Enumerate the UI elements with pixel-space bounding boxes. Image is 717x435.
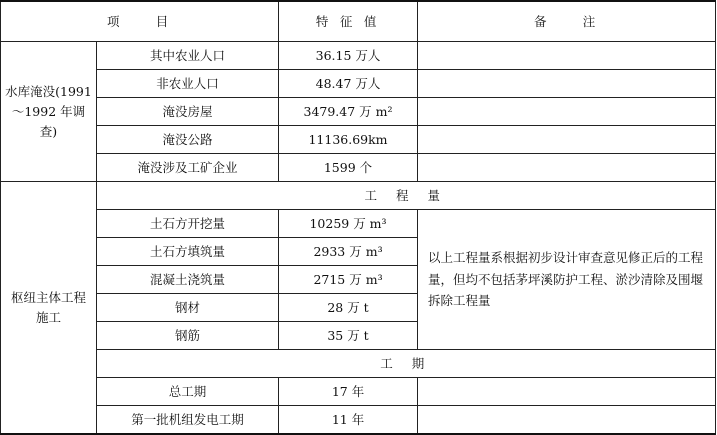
table-row <box>1 154 716 182</box>
header-note: 备 注 <box>418 1 716 42</box>
row-item: 其中农业人口 <box>97 42 279 70</box>
row-item: 总工期 <box>97 378 279 406</box>
row-item: 混凝土浇筑量 <box>97 266 279 294</box>
section-heading-schedule: 工 期 <box>97 350 716 378</box>
table-row <box>1 42 716 70</box>
row-item: 第一批机组发电工期 <box>97 406 279 435</box>
section-row-schedule <box>1 350 716 378</box>
table-row <box>1 126 716 154</box>
row-item: 淹没公路 <box>97 126 279 154</box>
table-row <box>1 406 716 435</box>
section-heading-quantities: 工 程 量 <box>97 182 716 210</box>
row-value: 1599 个 <box>279 154 418 182</box>
table-row <box>1 378 716 406</box>
row-value: 2933 万 m³ <box>279 238 418 266</box>
row-value: 3479.47 万 m² <box>279 98 418 126</box>
header-value: 特 征 值 <box>279 1 418 42</box>
row-item: 土石方开挖量 <box>97 210 279 238</box>
row-note <box>418 154 716 182</box>
row-item: 淹没涉及工矿企业 <box>97 154 279 182</box>
header-row <box>1 1 716 42</box>
table-row <box>1 210 716 238</box>
header-item: 项 目 <box>1 1 279 42</box>
group-label-inundation: 水库淹没(1991～1992 年调查) <box>1 42 97 182</box>
row-note <box>418 98 716 126</box>
row-value: 28 万 t <box>279 294 418 322</box>
row-value: 10259 万 m³ <box>279 210 418 238</box>
row-item: 土石方填筑量 <box>97 238 279 266</box>
row-note <box>418 126 716 154</box>
row-item: 淹没房屋 <box>97 98 279 126</box>
row-note <box>418 406 716 435</box>
row-item: 钢材 <box>97 294 279 322</box>
row-note <box>418 70 716 98</box>
row-value: 35 万 t <box>279 322 418 350</box>
row-value: 11 年 <box>279 406 418 435</box>
row-value: 36.15 万人 <box>279 42 418 70</box>
quantities-note: 以上工程量系根据初步设计审查意见修正后的工程量，但均不包括茅坪溪防护工程、淤沙清除及围堰拆除工程量 <box>418 210 716 350</box>
table-row <box>1 98 716 126</box>
row-value: 17 年 <box>279 378 418 406</box>
row-item: 钢筋 <box>97 322 279 350</box>
table-row <box>1 70 716 98</box>
row-item: 非农业人口 <box>97 70 279 98</box>
row-value: 11136.69km <box>279 126 418 154</box>
section-row-quantities <box>1 182 716 210</box>
row-note <box>418 42 716 70</box>
group-label-construction: 枢纽主体工程施工 <box>1 182 97 435</box>
row-value: 48.47 万人 <box>279 70 418 98</box>
row-value: 2715 万 m³ <box>279 266 418 294</box>
row-note <box>418 378 716 406</box>
